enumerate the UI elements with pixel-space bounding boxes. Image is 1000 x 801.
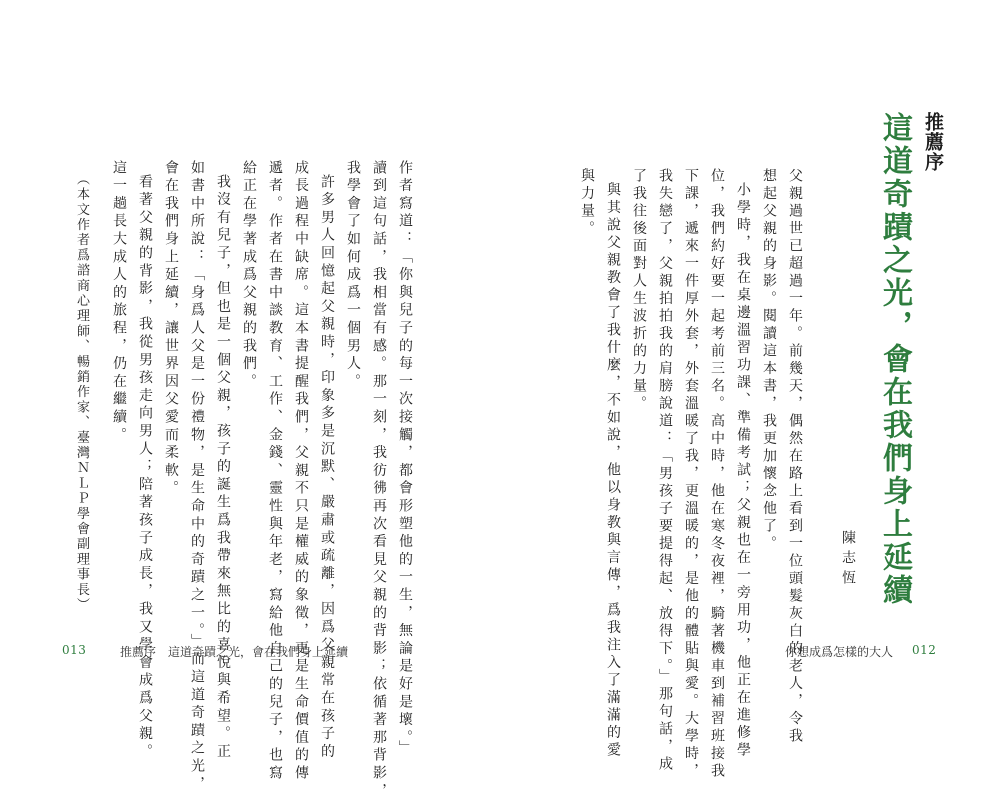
- paragraph-column: 我失戀了，父親拍拍我的肩膀說道：「男孩子要提得起、放得下。」那句話，成: [657, 168, 673, 774]
- paragraph-column: 我學會了如何成爲一個男人。: [345, 160, 361, 392]
- paragraph-column: 我沒有兒子，但也是一個父親，孩子的誕生爲我帶來無比的喜悅與希望。正: [215, 174, 231, 762]
- running-head-chapter: 推薦序 這道奇蹟之光，會在我們身上延續: [120, 645, 349, 659]
- section-tag: 推薦序: [922, 112, 944, 172]
- running-head-book-title: 你想成爲怎樣的大人: [785, 645, 894, 659]
- paragraph-column: 小學時，我在桌邊溫習功課、準備考試；父親也在一旁用功，他正在進修學: [735, 182, 751, 760]
- page-number: 012: [912, 643, 937, 657]
- paragraph-column: 會在我們身上延續，讓世界因父愛而柔軟。: [163, 160, 179, 499]
- paragraph-column: 成長過程中缺席。這本書提醒我們，父親不只是權威的象徵，更是生命價值的傳: [293, 160, 309, 783]
- paragraph-column: 了我往後面對人生波折的力量。: [631, 168, 647, 413]
- author-bio: （本文作者爲諮商心理師、暢銷作家、臺灣ＮＬＰ學會副理事長）: [74, 172, 89, 613]
- author-name: 陳志恆: [840, 530, 856, 590]
- paragraph-column: 作者寫道：「你與兒子的每一次接觸，都會形塑他的一生，無論是好是壞。」: [397, 160, 413, 759]
- paragraph-column: 這一趟長大成人的旅程，仍在繼續。: [111, 160, 127, 445]
- page-title: 這道奇蹟之光，會在我們身上延續: [877, 112, 912, 607]
- paragraph-column: 許多男人回憶起父親時，印象多是沉默、嚴肅或疏離，因爲父親常在孩子的: [319, 174, 335, 762]
- paragraph-column: 與其說父親教會了我什麼，不如說，他以身教與言傳，爲我注入了滿滿的愛: [605, 182, 621, 760]
- paragraph-column: 看著父親的背影，我從男孩走向男人；陪著孩子成長，我又學會成爲父親。: [137, 174, 153, 762]
- paragraph-column: 給正在學著成爲父親的我們。: [241, 160, 257, 392]
- right-page: [500, 0, 1000, 781]
- paragraph-column: 如書中所說：「身爲人父是一份禮物，是生命中的奇蹟之一。」而這道奇蹟之光，: [189, 160, 205, 794]
- paragraph-column: 遞者。作者在書中談教育、工作、金錢、靈性與年老，寫給他自己的兒子，也寫: [267, 160, 283, 783]
- paragraph-column: 讀到這句話，我相當有感。那一刻，我彷彿再次看見父親的背影；依循著那背影，: [371, 160, 387, 801]
- paragraph-column: 與力量。: [579, 168, 595, 238]
- page-number: 013: [62, 643, 87, 657]
- paragraph-column: 下課，遞來一件厚外套，外套溫暖了我，更溫暖的，是他的體貼與愛。大學時，: [683, 168, 699, 781]
- paragraph-column: 位，我們約好要一起考前三名。高中時，他在寒冬夜裡，騎著機車到補習班接我: [709, 168, 725, 781]
- paragraph-column: 想起父親的身影。閱讀這本書，我更加懷念他了。: [761, 168, 777, 553]
- paragraph-column: 父親過世已超過一年。前幾天，偶然在路上看到一位頭髮灰白的老人，令我: [787, 168, 803, 746]
